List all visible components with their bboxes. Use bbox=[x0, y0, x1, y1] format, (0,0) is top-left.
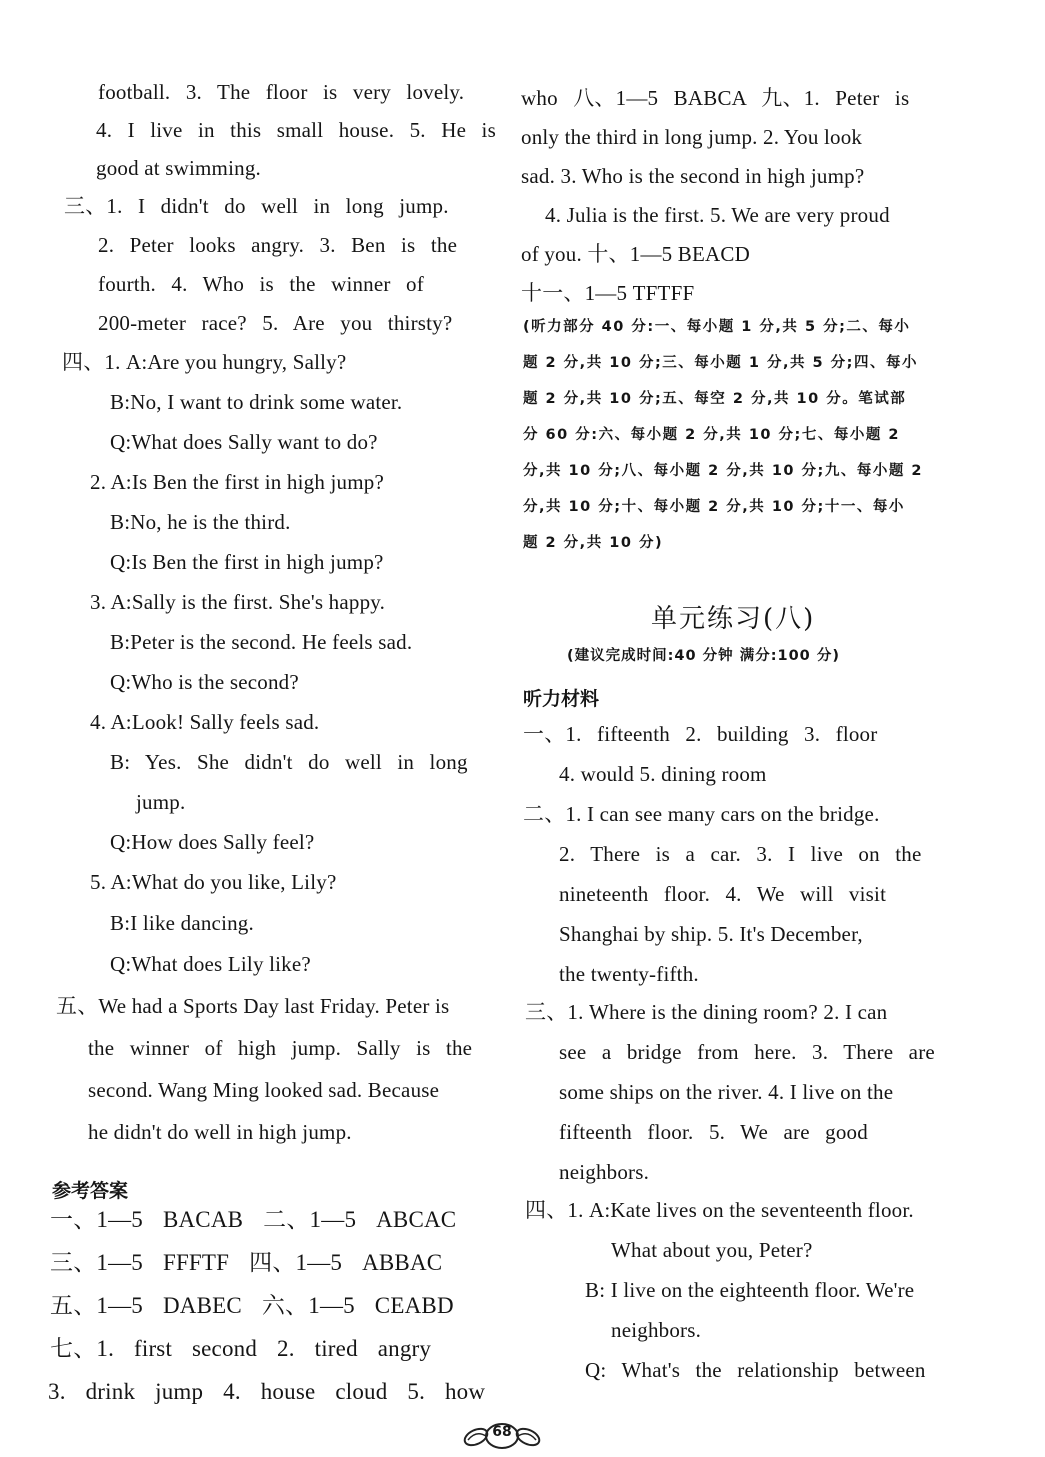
text-line: B:No, I want to drink some water. bbox=[110, 390, 403, 414]
text-line: 三、1. Where is the dining room? 2. I can bbox=[525, 1000, 888, 1024]
text-line: only the third in long jump. 2. You look bbox=[521, 125, 863, 149]
scoring-note-line: 分,共 10 分;十、每小题 2 分,共 10 分;十一、每小 bbox=[523, 499, 905, 515]
text-line: nineteenth floor. 4. We will visit bbox=[559, 882, 887, 906]
text-line: B:I like dancing. bbox=[110, 911, 254, 935]
answer-line: 3. drink jump 4. house cloud 5. how bbox=[48, 1379, 486, 1404]
text-line: 5. A:What do you like, Lily? bbox=[90, 870, 337, 894]
text-line: 一、1. fifteenth 2. building 3. floor bbox=[523, 722, 878, 746]
page-number-ornament bbox=[462, 1418, 542, 1452]
text-line: some ships on the river. 4. I live on the bbox=[559, 1080, 894, 1104]
text-line: 十一、1—5 TFTFF bbox=[521, 281, 695, 305]
text-line: the twenty-fifth. bbox=[559, 962, 699, 986]
page-number: 68 bbox=[492, 1424, 512, 1440]
text-line: B: I live on the eighteenth floor. We're bbox=[585, 1278, 915, 1302]
unit-subtitle: (建议完成时间:40 分钟 满分:100 分) bbox=[567, 648, 840, 664]
scoring-note-line: 题 2 分,共 10 分) bbox=[523, 535, 664, 551]
scoring-note-line: 分 60 分:六、每小题 2 分,共 10 分;七、每小题 2 bbox=[523, 427, 900, 443]
text-line: 五、We had a Sports Day last Friday. Peter is bbox=[56, 994, 450, 1018]
text-line: 二、1. I can see many cars on the bridge. bbox=[523, 802, 880, 826]
text-line: 2. Peter looks angry. 3. Ben is the bbox=[98, 233, 458, 257]
text-line: fifteenth floor. 5. We are good bbox=[559, 1120, 868, 1144]
text-line: Shanghai by ship. 5. It's December, bbox=[559, 922, 863, 946]
text-line: B:Peter is the second. He feels sad. bbox=[110, 630, 413, 654]
text-line: second. Wang Ming looked sad. Because bbox=[88, 1078, 440, 1102]
text-line: Q:Who is the second? bbox=[110, 670, 299, 694]
text-line: 200-meter race? 5. Are you thirsty? bbox=[98, 311, 453, 335]
text-line: 四、1. A:Kate lives on the seventeenth floor. bbox=[525, 1198, 914, 1222]
answer-heading: 参考答案 bbox=[52, 1180, 129, 1202]
text-line: What about you, Peter? bbox=[611, 1238, 813, 1262]
text-line: 3. A:Sally is the first. She's happy. bbox=[90, 590, 386, 614]
answer-line: 七、1. first second 2. tired angry bbox=[50, 1336, 432, 1361]
text-line: 2. A:Is Ben the first in high jump? bbox=[90, 470, 384, 494]
text-line: 三、1. I didn't do well in long jump. bbox=[64, 194, 449, 218]
text-line: who 八、1—5 BABCA 九、1. Peter is bbox=[521, 86, 910, 110]
scoring-note-line: (听力部分 40 分:一、每小题 1 分,共 5 分;二、每小 bbox=[523, 319, 911, 335]
text-line: Q:How does Sally feel? bbox=[110, 830, 315, 854]
answer-line: 三、1—5 FFFTF 四、1—5 ABBAC bbox=[50, 1250, 443, 1275]
text-line: football. 3. The floor is very lovely. bbox=[98, 80, 465, 104]
scoring-note-line: 分,共 10 分;八、每小题 2 分,共 10 分;九、每小题 2 bbox=[523, 463, 923, 479]
scoring-note-line: 题 2 分,共 10 分;三、每小题 1 分,共 5 分;四、每小 bbox=[523, 355, 918, 371]
text-line: sad. 3. Who is the second in high jump? bbox=[521, 164, 865, 188]
scoring-note-line: 题 2 分,共 10 分;五、每空 2 分,共 10 分。笔试部 bbox=[523, 391, 907, 407]
text-line: 4. A:Look! Sally feels sad. bbox=[90, 710, 320, 734]
text-line: 4. I live in this small house. 5. He is bbox=[96, 118, 496, 142]
answer-line: 一、1—5 BACAB 二、1—5 ABCAC bbox=[50, 1207, 457, 1232]
text-line: he didn't do well in high jump. bbox=[88, 1120, 352, 1144]
text-line: jump. bbox=[136, 790, 186, 814]
text-line: 4. would 5. dining room bbox=[559, 762, 767, 786]
text-line: Q: What's the relationship between bbox=[585, 1358, 926, 1382]
text-line: 4. Julia is the first. 5. We are very proud bbox=[545, 203, 890, 227]
text-line: see a bridge from here. 3. There are bbox=[559, 1040, 935, 1064]
text-line: Q:What does Sally want to do? bbox=[110, 430, 378, 454]
text-line: Q:What does Lily like? bbox=[110, 952, 311, 976]
text-line: good at swimming. bbox=[96, 156, 261, 180]
text-line: the winner of high jump. Sally is the bbox=[88, 1036, 473, 1060]
listening-heading: 听力材料 bbox=[523, 688, 600, 710]
text-line: of you. 十、1—5 BEACD bbox=[521, 242, 750, 266]
text-line: neighbors. bbox=[559, 1160, 650, 1184]
answer-line: 五、1—5 DABEC 六、1—5 CEABD bbox=[50, 1293, 454, 1318]
text-line: B:No, he is the third. bbox=[110, 510, 291, 534]
text-line: Q:Is Ben the first in high jump? bbox=[110, 550, 384, 574]
unit-title: 单元练习(八) bbox=[651, 604, 816, 634]
text-line: B: Yes. She didn't do well in long bbox=[110, 750, 468, 774]
text-line: 四、1. A:Are you hungry, Sally? bbox=[62, 350, 347, 374]
text-line: 2. There is a car. 3. I live on the bbox=[559, 842, 922, 866]
text-line: neighbors. bbox=[611, 1318, 702, 1342]
text-line: fourth. 4. Who is the winner of bbox=[98, 272, 424, 296]
